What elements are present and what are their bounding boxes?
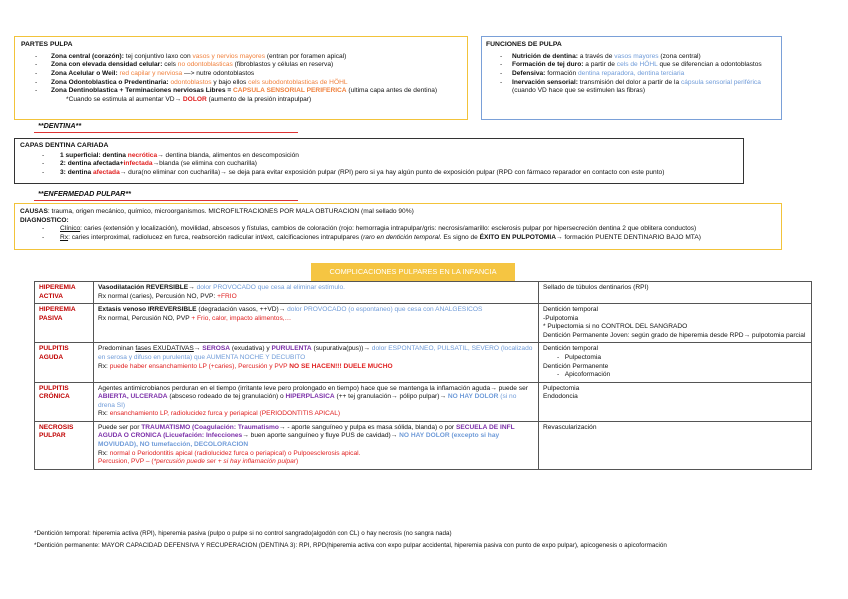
list-item: - Clínico: caries (extensión y localización), movilidad, abscesos y fístulas, cambios de coloración (rojo: hemorragia intrapulpar/gris: necrosis/amarillo: esclerosis pulpar por hipersecreción dentina 2 que oblitera conductos) <box>42 225 697 233</box>
partes-pulpa-box <box>14 36 468 120</box>
list-item: - Defensiva: formación dentina reparadora, dentina terciaria <box>500 69 685 77</box>
row-treatment: Sellado de túbulos dentinarios (RPI) <box>539 282 812 304</box>
table-row <box>35 282 812 304</box>
capas-dentina-title: CAPAS DENTINA CARIADA <box>20 142 109 149</box>
capas-dentina-box <box>14 138 744 184</box>
list-item: - Zona Dentinoblastica + Terminaciones nerviosas Libres = CAPSULA SENSORIAL PERIFERICA (ultima capa antes de dentina) <box>35 87 438 95</box>
note-temporal: *Dentición temporal: hiperemia activa (RPI), hiperemia pasiva (pulpo o pulpe si no control sangrado(algodón con CL) o hay necrosis (no sangra nada) <box>34 530 452 537</box>
row-description: Agentes antimicrobianos perduran en el tiempo (irritante leve pero prolongado en tiempo) hace que se mantenga la inflamación aguda→ puede ser ABIERTA, ULCERADA (absceso rodeado de tej granulación) o HIPERPLASICA (++ tej granulación→ pólipo pulpar)→ NO HAY DOLOR (si no drena SI) Rx: ensanchamiento LP, radiolucidez furca y periapical (PERIODONTITIS APICAL) <box>94 382 539 421</box>
row-treatment: Pulpectomia Endodoncia <box>539 382 812 421</box>
row-description: Puede ser por TRAUMATISMO (Coagulación: Traumatismo→ - aporte sanguíneo y pulpa es masa sólida, blanda) o por SECUELA DE INFL AGUDA O CRONICA (Licuefación: Infecciones→ buen aporte sanguíneo y fluye PUS de cavidad)→ NO HAY DOLOR (excepto si hay MOVIUDAD), NO tumefacción, DECOLORACION Rx: normal o Periodontitis apical (radiolucidez furca o periapical) o Pulpoesclerosis apical. Percusion, PVP – (*percusión puede ser + si hay inflamación pulpar) <box>94 421 539 469</box>
row-name: HIPEREMIA ACTIVA <box>35 282 94 304</box>
row-treatment: Dentición temporal -Pulpotomia * Pulpectomia si no CONTROL DEL SANGRADO Dentición Permanente Joven: según grado de hiperemia desde RPD→ pulpotomia parcial <box>539 304 812 343</box>
list-item: - Zona Odontoblastica o Predentinaria: odontoblastos y bajo ellos cels subodontoblasticas de HÖHL <box>35 78 348 86</box>
row-treatment: Dentición temporal - Pulpectomia Dentición Permanente - Apicoformación <box>539 343 812 382</box>
row-name: HIPEREMIA PASIVA <box>35 304 94 343</box>
list-item: - Rx: caries interproximal, radiolucez en furca, reabsorción radicular int/ext, calcificaciones intrapulpares (raro en dentición temporal. Es signo de ÉXITO EN PULPOTOMIA→ formación PUENTE DENTINARIO BAJO MTA) <box>42 233 701 241</box>
list-item: - Formación de tej duro: a partir de cels de HÖHL que se diferencian a odontoblastos <box>500 61 762 69</box>
row-name: PULPITIS CRÓNICA <box>35 382 94 421</box>
causas-box <box>14 203 782 250</box>
complicaciones-table <box>34 281 812 470</box>
complicaciones-banner: COMPLICACIONES PULPARES EN LA INFANCIA <box>311 263 515 281</box>
diagnostico-label: DIAGNOSTICO: <box>20 216 69 224</box>
row-name: PULPITIS AGUDA <box>35 343 94 382</box>
row-name: NECROSIS PULPAR <box>35 421 94 469</box>
diagnostico-list <box>20 225 776 242</box>
dentina-divider <box>34 132 298 133</box>
causas-line: CAUSAS: trauma, origen mecánico, químico, microorganismos. MICROFILTRACIONES POR MALA OBTURACION (mal sellado 90%) <box>20 208 414 215</box>
row-treatment: Revascularización <box>539 421 812 469</box>
funciones-pulpa-title: FUNCIONES DE PULPA <box>486 41 562 48</box>
list-item: - Nutrición de dentina: a través de vasos mayores (zona central) <box>500 52 701 60</box>
enfermedad-divider <box>34 200 298 201</box>
table-row <box>35 421 812 469</box>
list-item: *Cuando se estimula al aumentar VD→ DOLOR (aumento de la presión intrapulpar) <box>66 95 312 103</box>
row-description: Vasodilatación REVERSIBLE→ dolor PROVOCADO que cesa al eliminar estímulo. Rx normal (caries), Percusión NO, PVP: +FRIO <box>94 282 539 304</box>
note-permanente: *Dentición permanente: MAYOR CAPACIDAD DEFENSIVA Y RECUPERACION (DENTINA 3): RPI, RPD(hiperemia activa con expo pulpar accidental, hiperemia pasiva con punto de expo pulpar), apicogenesis o apicoformación <box>34 542 667 549</box>
list-item: - 2: dentina afectada+infectada→blanda (se elimina con cucharilla) <box>42 160 257 168</box>
list-item: - Zona Acelular o Weil: red capilar y nerviosa —> nutre odontoblastos <box>35 69 255 77</box>
funciones-pulpa-box <box>481 36 782 120</box>
table-row <box>35 382 812 421</box>
table-row <box>35 343 812 382</box>
row-description: Extasis venoso IRREVERSIBLE (degradación vasos, ++VD)→ dolor PROVOCADO (o espontaneo) que cesa con ANALGESICOS Rx normal, Percusión NO, PVP + Frio, calor, impacto alimentos,… <box>94 304 539 343</box>
row-description: Predominan fases EXUDATIVAS→ SEROSA (exudativa) y PURULENTA (supurativa(pus))→ dolor ESPONTANEO, PULSATIL, SEVERO (localizado en serosa y difuso en purulenta) que AUMENTA NOCHE Y DECUBITO Rx: puede haber ensanchamiento LP (+caries), Percusión y PVP NO SE HACEN!!! DUELE MUCHO <box>94 343 539 382</box>
list-item: - Zona central (corazón): tej conjuntivo laxo con vasos y nervios mayores (entran por foramen apical) <box>35 52 347 60</box>
capas-dentina-list <box>20 152 738 178</box>
list-item: - Inervación sensorial: transmisión del dolor a partir de la cápsula sensorial periférica (cuando VD hace que se estimulen las fibras) <box>500 78 761 95</box>
dentina-header: **DENTINA** <box>38 121 82 130</box>
list-item: - Zona con elevada densidad celular: cels no odontoblasticas (fibroblastos y células en reserva) <box>35 61 334 69</box>
list-item: - 1 superficial: dentina necrótica→ dentina blanda, alimentos en descomposición <box>42 151 299 159</box>
table-row <box>35 304 812 343</box>
funciones-pulpa-list <box>486 53 777 96</box>
partes-pulpa-list <box>21 53 461 104</box>
list-item: - 3: dentina afectada→ dura(no eliminar con cucharilla)→ se deja para evitar exposición pulpar (RPI) pero si ya hay algún punto de exposición pulpar (RPD con fármaco reparador en contacto con este punto) <box>42 168 665 176</box>
enfermedad-header: **ENFERMEDAD PULPAR** <box>38 189 131 198</box>
partes-pulpa-title: PARTES PULPA <box>21 41 73 48</box>
